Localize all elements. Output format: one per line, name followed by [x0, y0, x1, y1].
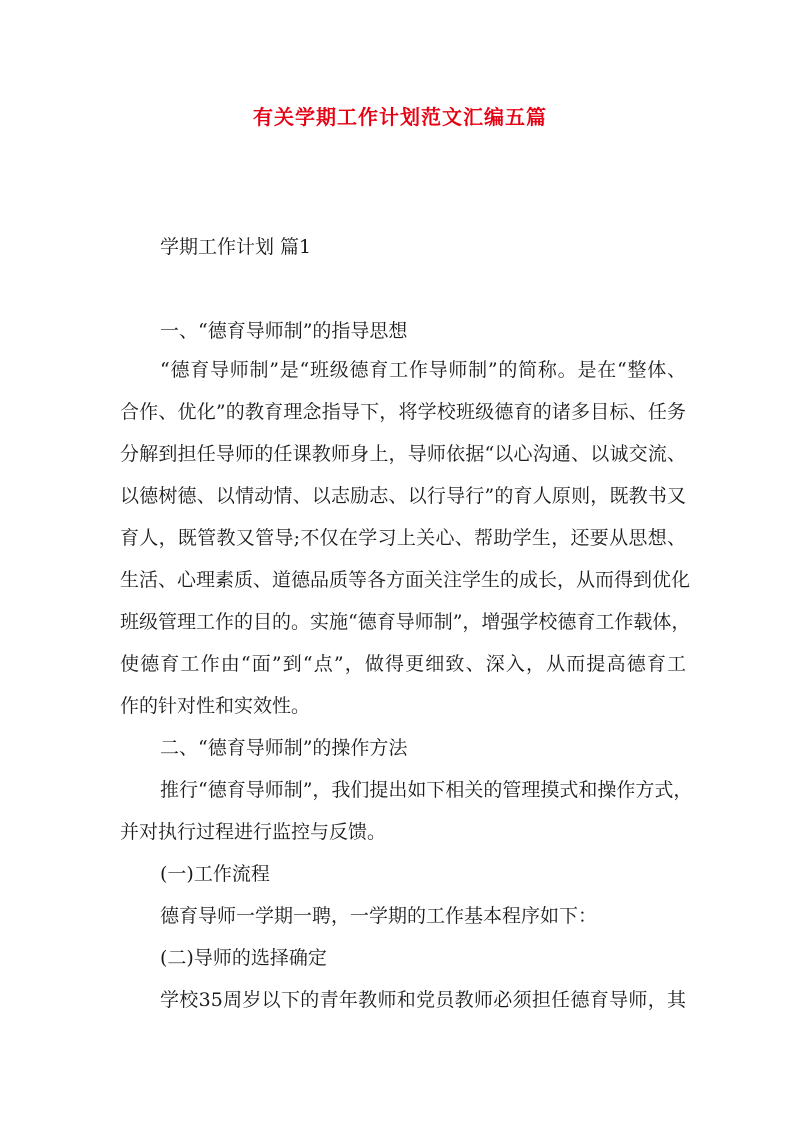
paragraph-line: 作的针对性和实效性。 [120, 695, 311, 717]
paragraph-line: 使德育工作由“面”到“点”，做得更细致、深入，从而提高德育工 [120, 653, 686, 675]
paragraph-line: 合作、优化”的教育理念指导下，将学校班级德育的诸多目标、任务 [120, 401, 686, 423]
paragraph-line: 推行“德育导师制”，我们提出如下相关的管理摸式和操作方式， [160, 779, 693, 801]
paragraph-line: 班级管理工作的目的。实施“德育导师制”，增强学校德育工作载体， [120, 611, 691, 633]
paragraph-line: 分解到担任导师的任课教师身上，导师依据“以心沟通、以诚交流、 [120, 443, 686, 465]
paragraph-line: 生活、心理素质、道德品质等各方面关注学生的成长，从而得到优化 [120, 569, 691, 591]
section-heading: 学期工作计划 篇1 [160, 236, 312, 258]
subheading-workflow: (一)工作流程 [160, 863, 270, 885]
subheading-operation-method: 二、“德育导师制”的操作方法 [160, 737, 408, 759]
paragraph-line: 育人，既管教又管导;不仅在学习上关心、帮助学生，还要从思想、 [120, 527, 686, 549]
subheading-guiding-idea: 一、“德育导师制”的指导思想 [160, 320, 408, 342]
paragraph-line: 德育导师一学期一聘，一学期的工作基本程序如下： [160, 905, 598, 927]
paragraph-line: “德育导师制”是“班级德育工作导师制”的简称。是在“整体、 [160, 359, 686, 381]
paragraph-line: 以德树德、以情动情、以志励志、以行导行”的育人原则，既教书又 [120, 485, 686, 507]
subheading-mentor-selection: (二)导师的选择确定 [160, 947, 327, 969]
document-title: 有关学期工作计划范文汇编五篇 [253, 105, 547, 129]
paragraph-line: 并对执行过程进行监控与反馈。 [120, 821, 387, 843]
paragraph-line: 学校35周岁以下的青年教师和党员教师必须担任德育导师，其 [160, 989, 686, 1011]
